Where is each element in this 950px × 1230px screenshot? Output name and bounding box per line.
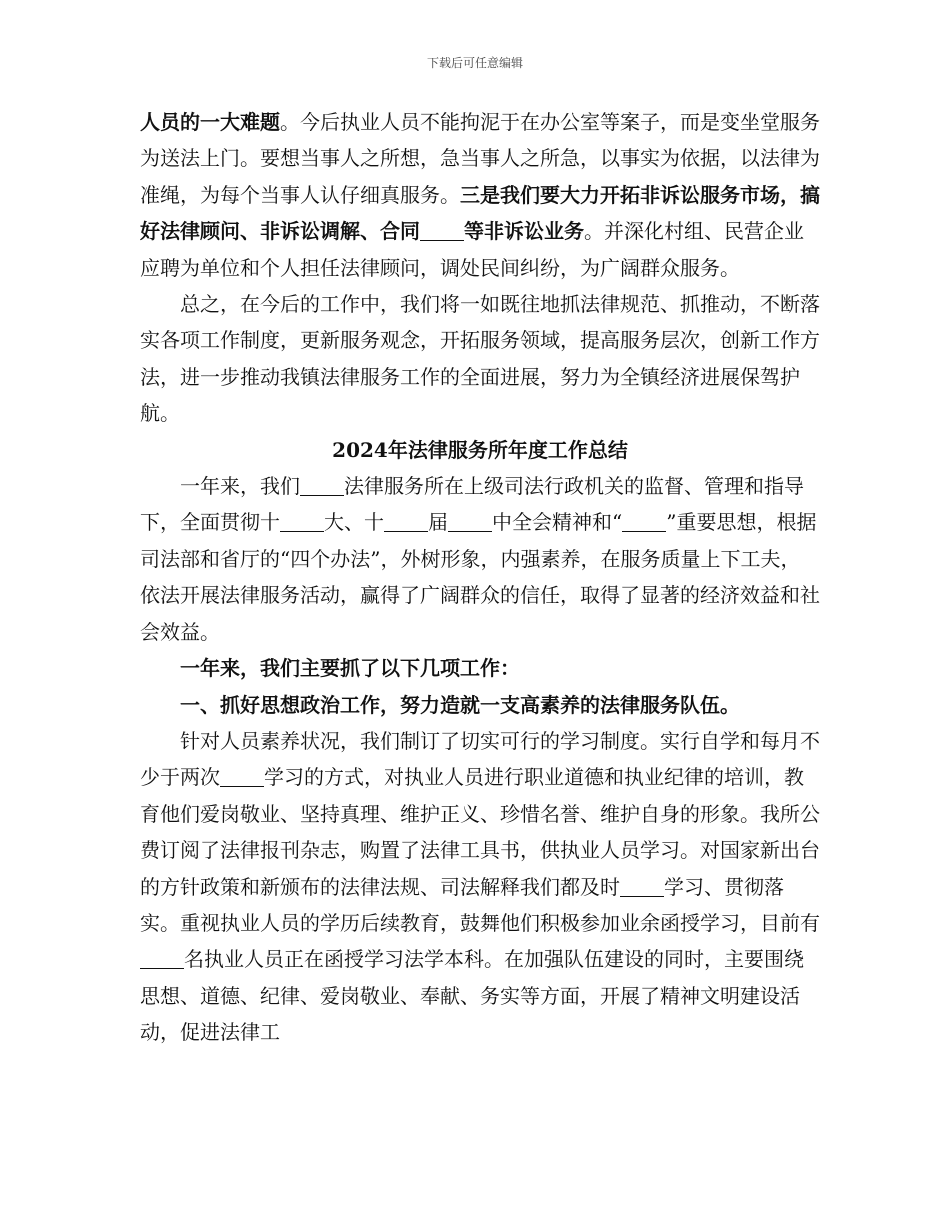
text-run: 学习的方式，对执业人员进行职业道德和执业纪律的培训，教育他们爱岗敬业、坚持真理、维护正义、珍惜名誉、维护自身的形象。我所公费订阅了法律报刊杂志，购置了法律工具书，供执业人员学习。对国家新出台的方针政策和新颁布的法律法规、司法解释我们都及时: [140, 765, 820, 899]
paragraph-6: [140, 723, 820, 1051]
text-run: 届: [428, 510, 448, 535]
text-run: 一年来，我们: [180, 474, 300, 499]
text-run: 法律服务所在上级司法行政机关的监督、管理和指导下，全面贯彻十: [140, 474, 804, 535]
blank-line: [280, 511, 324, 532]
text-run: 大、十: [324, 510, 384, 535]
paragraph-3: [140, 468, 820, 650]
document-body: [140, 104, 820, 1051]
blank-line: [620, 876, 664, 897]
paragraph-1: [140, 104, 820, 286]
paragraph-4-heading: 一年来，我们主要抓了以下几项工作：: [180, 656, 520, 681]
text-run: ”重要思想，根据司法部和省厅的“四个办法”，外树形象，内强素养，在服务质量上下工夫，依法开展法律服务活动，赢得了广阔群众的信任，取得了显著的经济效益和社会效益。: [140, 510, 820, 644]
paragraph-2: 总之，在今后的工作中，我们将一如既往地抓法律规范、抓推动，不断落实各项工作制度，更新服务观念，开拓服务领域，提高服务层次，创新工作方法，进一步推动我镇法律服务工作的全面进展，努力为全镇经济进展保驾护航。: [140, 292, 820, 426]
text-run: 。今后执业人员不能拘泥于在办公室等案子，而是变坐堂服务为送法上门。要想当事人之所想，急当事人之所急，以事实为依据，以法律为准绳，为每个当事人认仔细真服务。: [140, 110, 820, 207]
blank-line: [622, 511, 666, 532]
text-run: 针对人员素养状况，我们制订了切实可行的学习制度。实行自学和每月不少于两次: [140, 728, 820, 790]
blank-line: [220, 766, 264, 787]
blank-line: [420, 220, 464, 241]
bold-phrase: 等非诉讼业务: [464, 219, 584, 244]
blank-line: [448, 511, 492, 532]
text-run: 中全会精神和“: [492, 510, 623, 535]
text-run: 学习、贯彻落实。重视执业人员的学历后续教育，鼓舞他们积极参加业余函授学习，目前有: [140, 874, 820, 935]
blank-line: [140, 948, 184, 969]
text-run: 。并深化村组、民营企业应聘为单位和个人担任法律顾问，调处民间纠纷，为广阔群众服务。: [140, 219, 804, 280]
blank-line: [384, 511, 428, 532]
text-run: 名执业人员正在函授学习法学本科。在加强队伍建设的同时，主要围绕思想、道德、纪律、爱岗敬业、奉献、务实等方面，开展了精神文明建设活动，促进法律工: [140, 947, 804, 1045]
section-title: 2024年法律服务所年度工作总结: [332, 437, 628, 462]
bold-phrase: 三是我们要大力开拓非诉讼服务市场，搞好法律顾问、非诉讼调解、合同: [140, 182, 820, 244]
paragraph-5-heading: 一、抓好思想政治工作，努力造就一支高素养的法律服务队伍。: [180, 692, 740, 717]
page-header: 下载后可任意编辑: [426, 56, 523, 70]
bold-phrase: 人员的一大难题: [140, 110, 280, 134]
blank-line: [300, 475, 344, 496]
